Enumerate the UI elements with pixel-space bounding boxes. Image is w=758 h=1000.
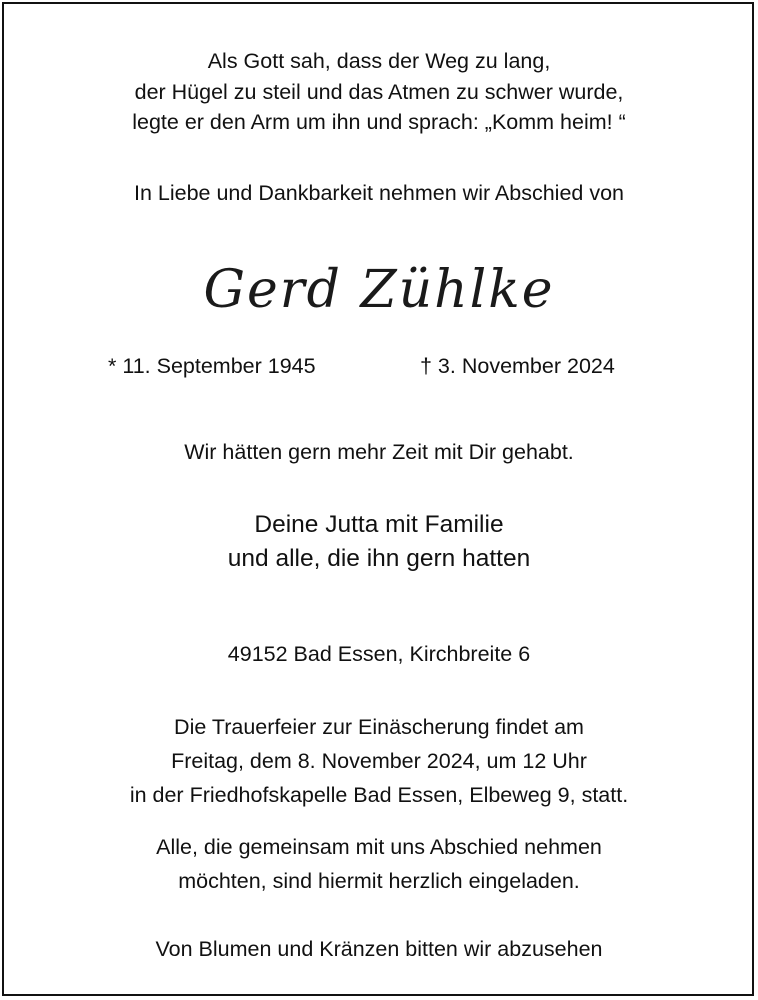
poem <box>0 46 758 138</box>
invitation-line: möchten, sind hiermit herzlich eingeladen. <box>178 869 580 893</box>
deceased-name: Gerd Zühlke <box>203 260 555 320</box>
poem-line: legte er den Arm um ihn und sprach: „Komm heim! “ <box>132 110 626 134</box>
birth-date: * 11. September 1945 <box>108 354 316 378</box>
ceremony-line: in der Friedhofskapelle Bad Essen, Elbeweg 9, statt. <box>129 783 629 807</box>
poem-line: der Hügel zu steil und das Atmen zu schwer wurde, <box>134 79 624 104</box>
mourners-line: und alle, die ihn gern hatten <box>227 545 531 572</box>
mourners-line: Deine Jutta mit Familie <box>254 511 504 538</box>
ceremony-line: Die Trauerfeier zur Einäscherung findet am <box>174 715 584 739</box>
life-dates <box>0 350 758 382</box>
farewell-intro: In Liebe und Dankbarkeit nehmen wir Abschied von <box>133 181 625 205</box>
mourners <box>0 508 758 576</box>
flowers-note: Von Blumen und Kränzen bitten wir abzusehen <box>155 937 603 961</box>
remembrance-line: Wir hätten gern mehr Zeit mit Dir gehabt. <box>184 440 574 464</box>
invitation-line: Alle, die gemeinsam mit uns Abschied nehmen <box>156 835 602 859</box>
poem-line: Als Gott sah, dass der Weg zu lang, <box>207 49 551 73</box>
ceremony-info <box>0 710 758 812</box>
invitation <box>0 830 758 898</box>
ceremony-line: Freitag, dem 8. November 2024, um 12 Uhr <box>171 749 587 773</box>
death-date: † 3. November 2024 <box>420 354 615 378</box>
family-address: 49152 Bad Essen, Kirchbreite 6 <box>227 642 531 666</box>
